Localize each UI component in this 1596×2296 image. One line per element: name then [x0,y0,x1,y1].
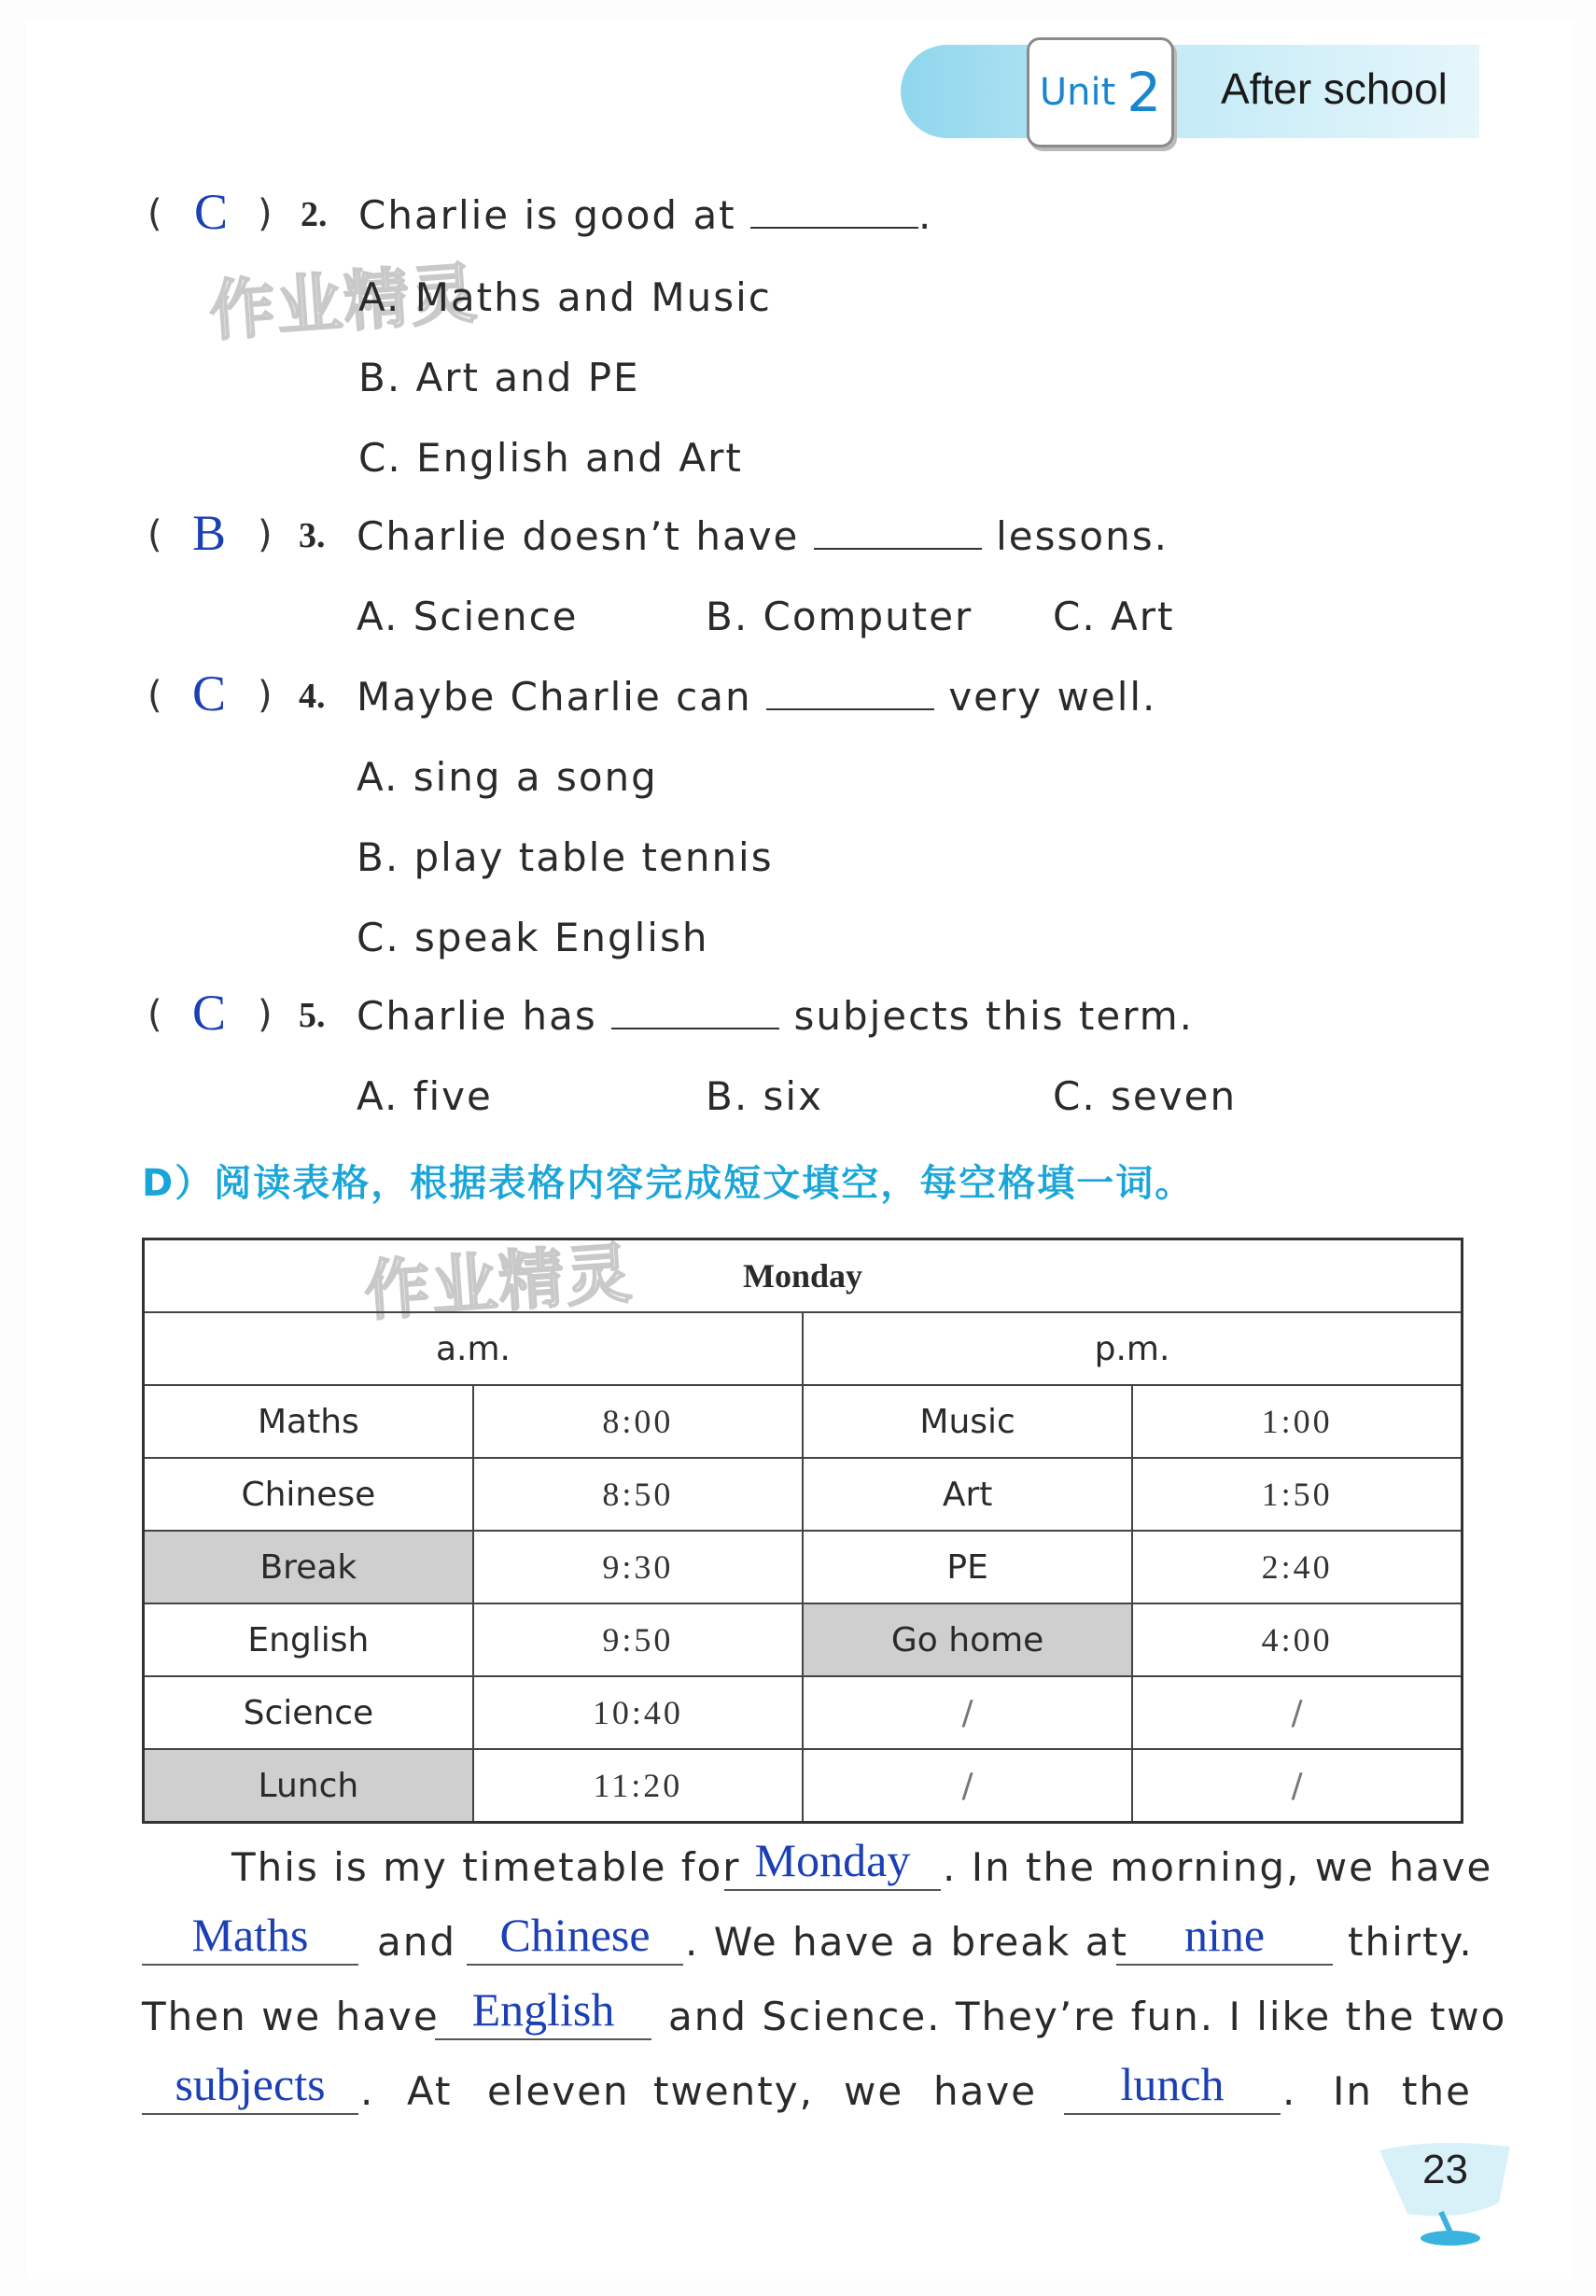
am-subject: Lunch [144,1749,473,1823]
pm-time: / [1132,1749,1462,1823]
table-row [144,1531,1463,1603]
close-paren: ) [258,993,273,1036]
pm-time: 1:00 [1132,1385,1462,1458]
open-paren: ( [147,192,162,235]
filled-blank: Chinese [467,1910,683,1966]
pm-header: p.m. [803,1312,1463,1385]
am-subject: Chinese [144,1458,473,1531]
question-stem: Charlie is good at . [358,192,933,238]
pm-subject: Go home [803,1603,1132,1676]
answer: C [192,985,227,1041]
unit-title: After school [1221,64,1448,113]
filled-blank: Maths [142,1910,358,1966]
passage-text: . [1282,2068,1297,2114]
option: C. English and Art [358,435,743,481]
option: A. five [357,1073,493,1119]
timetable [142,1238,1463,1824]
am-header: a.m. [144,1312,804,1385]
close-paren: ) [258,513,273,556]
section-d-instruction: D）阅读表格，根据表格内容完成短文填空，每空格填一词。 [142,1162,1195,1205]
filled-blank: Monday [724,1835,941,1891]
am-subject: Maths [144,1385,473,1458]
pm-time: / [1132,1676,1462,1749]
pm-subject: / [803,1676,1132,1749]
filled-blank: nine [1116,1910,1333,1966]
unit-number: 2 [1127,61,1162,124]
pm-subject: Music [803,1385,1132,1458]
timetable-title: Monday [144,1239,1463,1313]
open-paren: ( [147,674,162,717]
passage-text: have [933,2068,1038,2114]
unit-label: Unit [1039,71,1116,114]
passage-text: thirty. [1348,1919,1474,1965]
watermark: 作业精灵 [206,255,481,350]
table-row [144,1749,1463,1823]
option: B. six [706,1073,823,1119]
passage-text: and [377,1919,457,1965]
pm-subject: / [803,1749,1132,1823]
question-stem: Charlie doesn’t have lessons. [357,513,1169,559]
answer-blank [814,520,982,550]
passage-text: . [360,2068,375,2114]
passage-text: the [1402,2068,1472,2114]
page-number: 23 [1422,2147,1468,2192]
passage-text: and Science. They’re fun. I like the two [668,1994,1507,2039]
answer-blank [611,1000,779,1029]
passage-text: In [1333,2068,1374,2114]
option: A. sing a song [357,754,658,800]
am-time: 10:40 [473,1676,803,1749]
answer: C [194,184,229,240]
unit-badge [1027,37,1174,147]
am-time: 8:00 [473,1385,803,1458]
passage-text: eleven [487,2068,630,2114]
option: A. Science [357,594,579,639]
option: B. play table tennis [357,834,774,880]
pm-time: 4:00 [1132,1603,1462,1676]
answer: C [192,665,227,721]
passage-text: This is my timetable for [231,1844,741,1890]
passage-text: At [407,2068,453,2114]
question-number: 4. [299,677,326,716]
option: A. Maths and Music [358,274,772,320]
am-subject: English [144,1603,473,1676]
table-row [144,1458,1463,1531]
am-subject: Science [144,1676,473,1749]
am-subject: Break [144,1531,473,1603]
passage-text: we [844,2068,904,2114]
table-row [144,1385,1463,1458]
passage-text: twenty, [653,2068,814,2114]
am-time: 9:30 [473,1531,803,1603]
option: C. seven [1053,1073,1238,1119]
option: C. speak English [357,915,709,960]
answer: B [192,505,227,561]
filled-blank: English [435,1984,651,2040]
pm-subject: PE [803,1531,1132,1603]
watermark: 作业精灵 [361,1235,636,1330]
open-paren: ( [147,513,162,556]
close-paren: ) [258,674,273,717]
question-stem: Charlie has subjects this term. [357,993,1194,1039]
option: B. Art and PE [358,355,640,400]
pm-time: 1:50 [1132,1458,1462,1531]
passage-text: . In the morning, we have [943,1844,1493,1890]
question-stem: Maybe Charlie can very well. [357,674,1157,720]
passage-text: . We have a break at [685,1919,1128,1965]
am-time: 9:50 [473,1603,803,1676]
option: B. Computer [706,594,973,639]
passage-text: Then we have [142,1994,440,2039]
filled-blank: lunch [1064,2059,1281,2115]
table-row [144,1676,1463,1749]
filled-blank: subjects [142,2059,358,2115]
am-time: 8:50 [473,1458,803,1531]
table-row [144,1603,1463,1676]
pm-subject: Art [803,1458,1132,1531]
close-paren: ) [258,192,273,235]
pm-time: 2:40 [1132,1531,1462,1603]
question-number: 3. [299,516,326,555]
answer-blank [766,680,934,710]
question-number: 2. [301,195,328,234]
question-number: 5. [299,996,326,1035]
answer-blank [750,199,918,229]
open-paren: ( [147,993,162,1036]
option: C. Art [1053,594,1175,639]
am-time: 11:20 [473,1749,803,1823]
